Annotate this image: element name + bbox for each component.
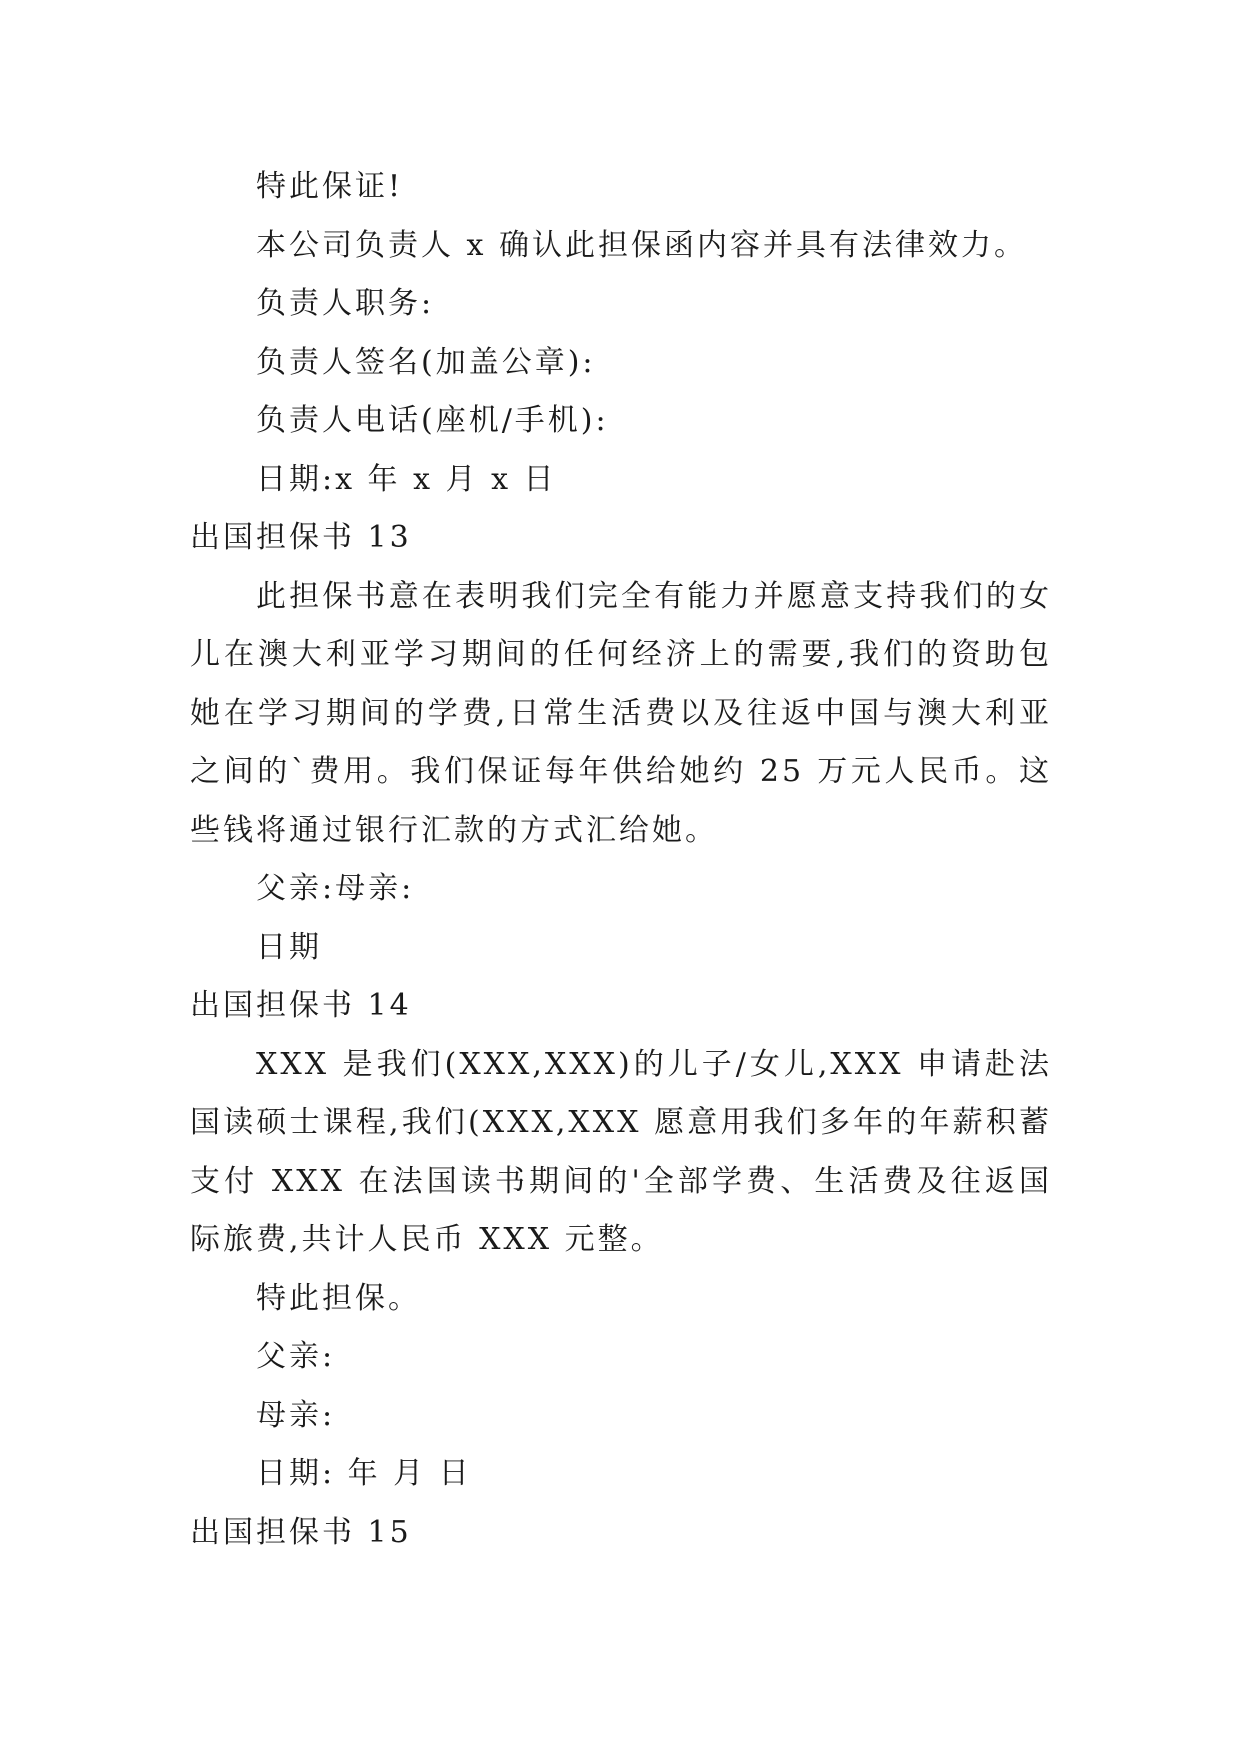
document-body <box>190 158 1052 1562</box>
section-heading-13: 出国担保书 13 <box>190 520 412 555</box>
date-field-14: 日期: 年 月 日 <box>256 1456 472 1491</box>
section-heading-14: 出国担保书 14 <box>190 988 412 1023</box>
mother-field-14: 母亲: <box>256 1397 336 1433</box>
closing-statement: 特此保证! <box>256 169 404 204</box>
phone-field: 负责人电话(座机/手机): <box>256 403 609 438</box>
signature-field: 负责人签名(加盖公章): <box>256 344 596 380</box>
guarantee-paragraph-14: XXX 是我们(XXX,XXX)的儿子/女儿,XXX 申请赴法国读硕士课程,我们(XXX,XXX 愿意用我们多年的年薪积蓄支付 XXX 在法国读书期间的'全部学费、生活费及往返国际旅费,共计人民币 XXX 元整。 <box>190 1046 1052 1257</box>
guarantee-statement-14: 特此担保。 <box>256 1280 421 1316</box>
guarantee-paragraph-13: 此担保书意在表明我们完全有能力并愿意支持我们的女儿在澳大利亚学习期间的任何经济上的需要,我们的资助包她在学习期间的学费,日常生活费以及往返中国与澳大利亚之间的`费用。我们保证每年供给她约 25 万元人民币。这些钱将通过银行汇款的方式汇给她。 <box>190 578 1052 848</box>
date-field: 日期:x 年 x 月 x 日 <box>256 461 557 497</box>
section-heading-15: 出国担保书 15 <box>190 1514 412 1550</box>
parents-field-13: 父亲:母亲: <box>256 871 415 906</box>
legal-confirmation: 本公司负责人 x 确认此担保函内容并具有法律效力。 <box>256 227 1027 263</box>
date-field-13: 日期 <box>256 929 322 965</box>
father-field-14: 父亲: <box>256 1339 336 1374</box>
position-field: 负责人职务: <box>256 286 435 321</box>
